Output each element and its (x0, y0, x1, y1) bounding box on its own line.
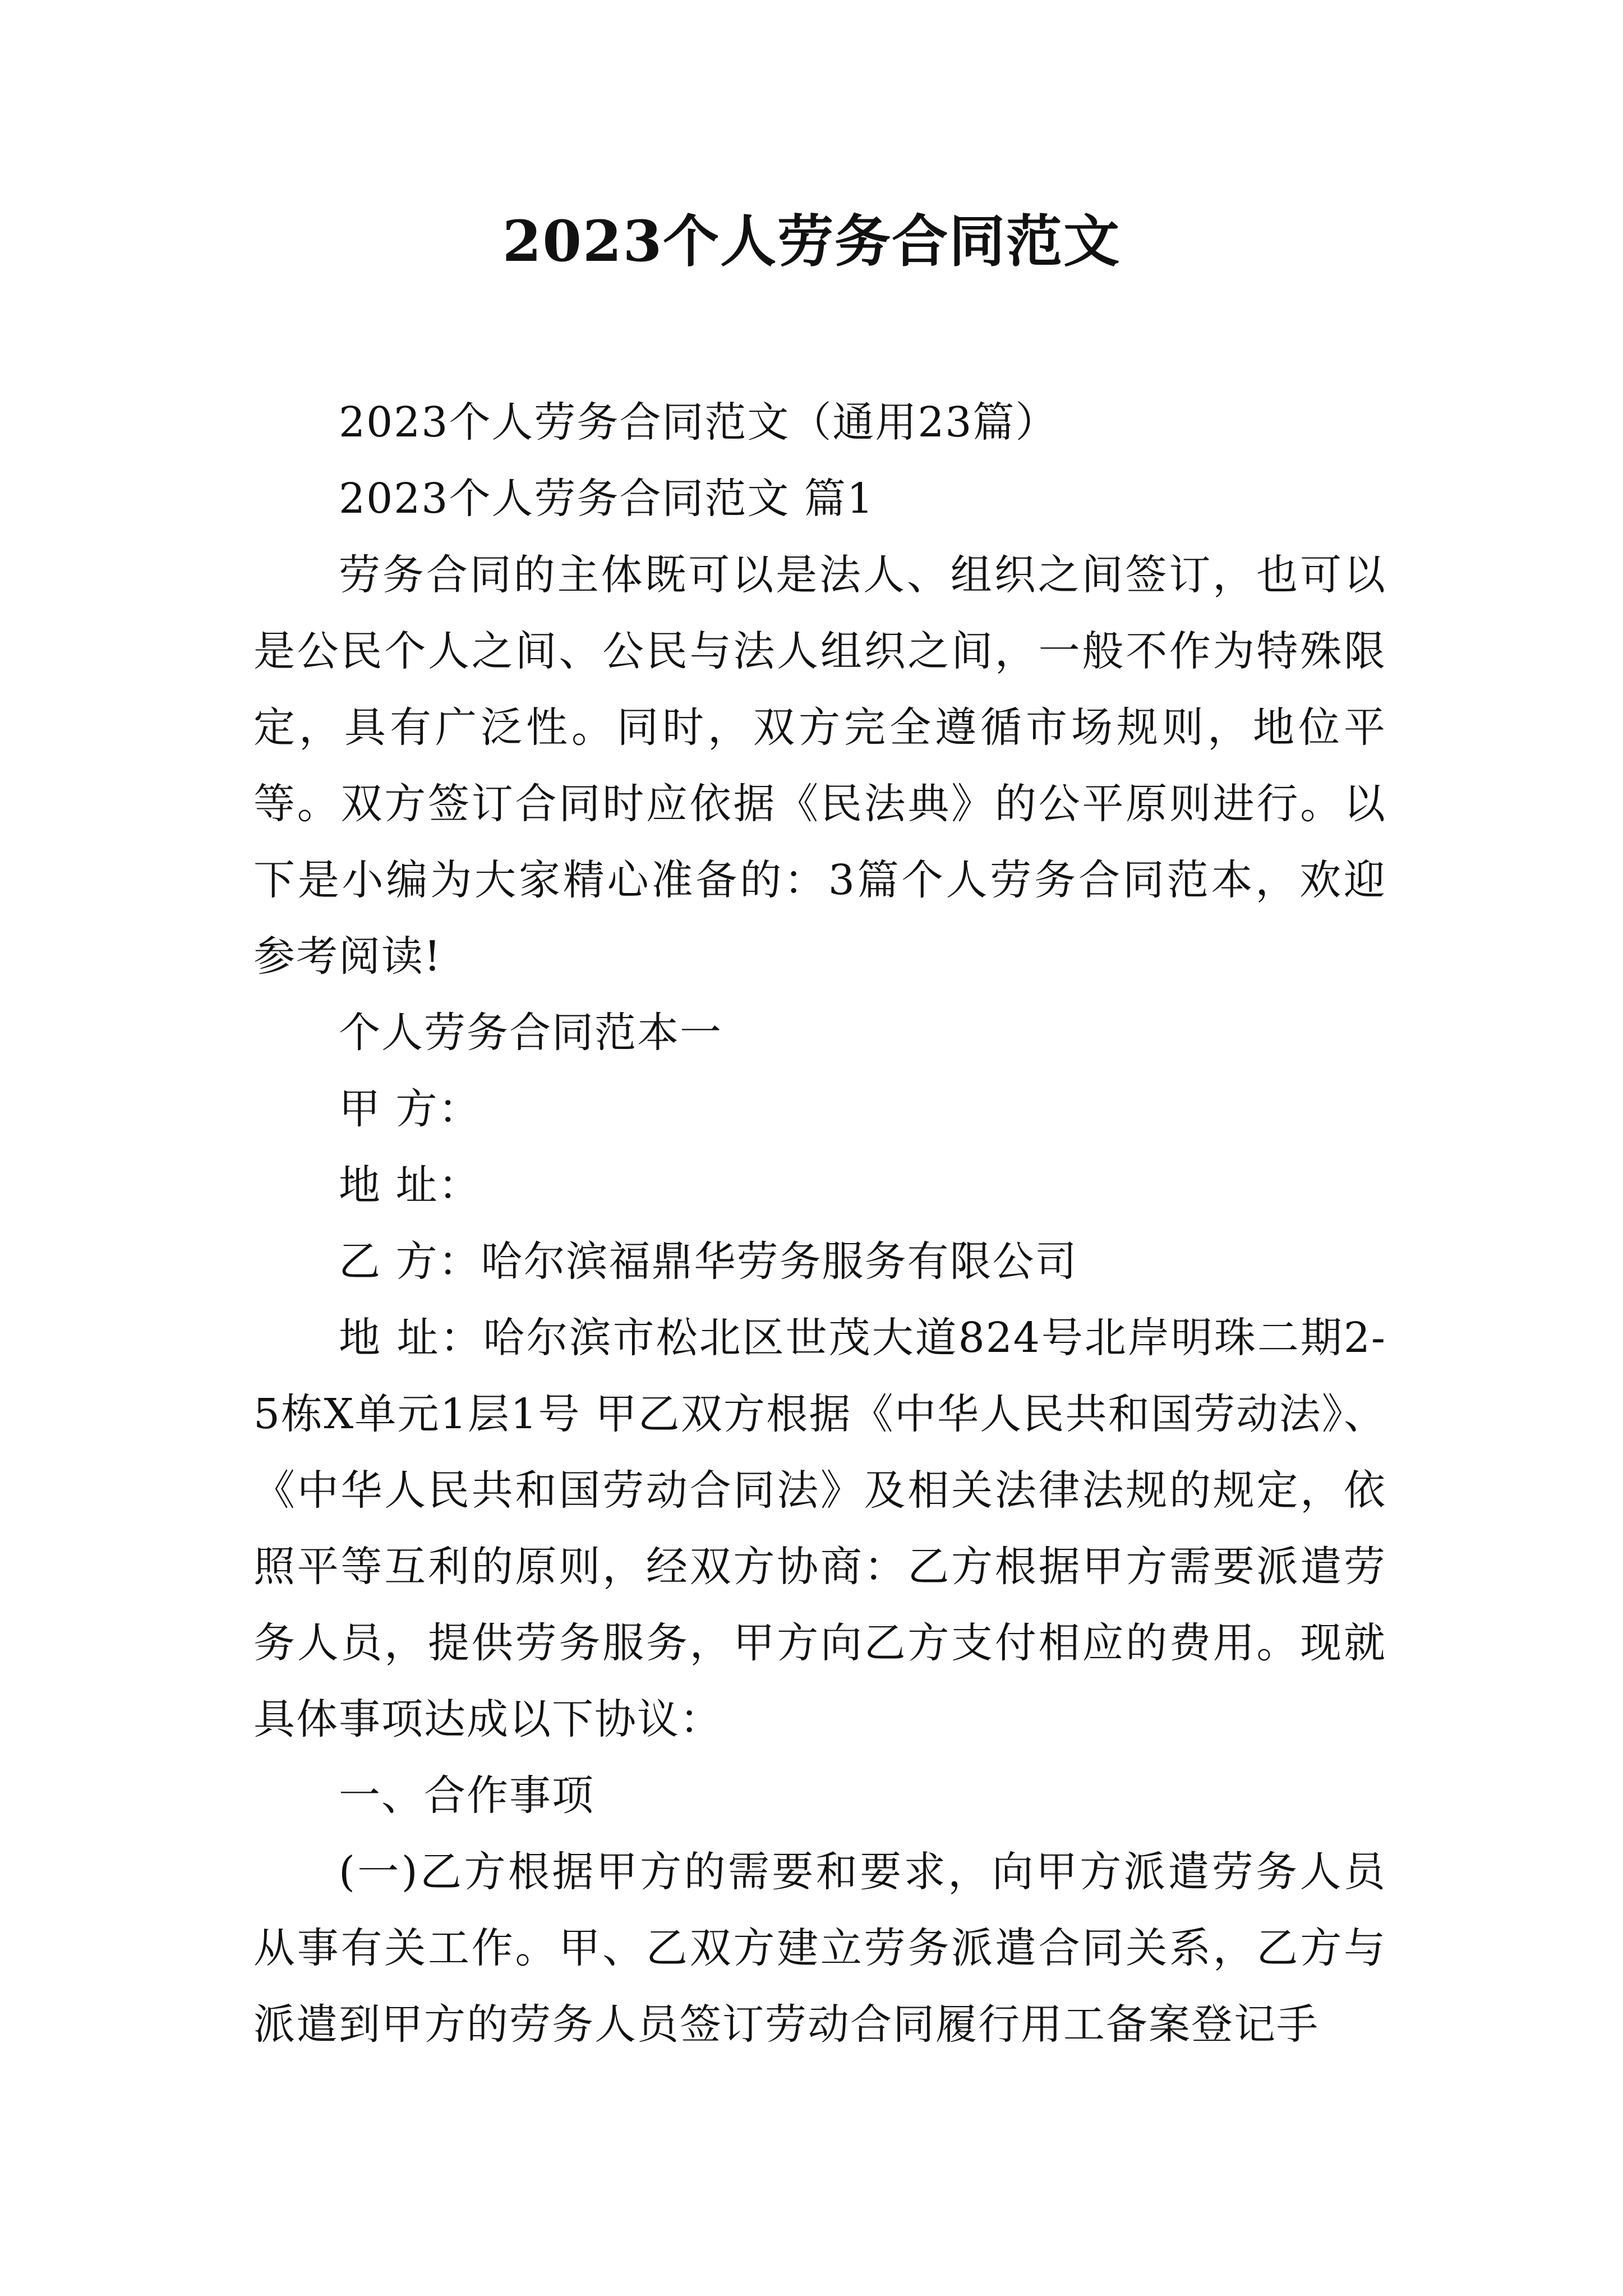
paragraph-party-b-address: 地 址：哈尔滨市松北区世茂大道824号北岸明珠二期2-5栋X单元1层1号 甲乙双方根据《中华人民共和国劳动法》、《中华人民共和国劳动合同法》及相关法律法规的规定，依照平等互利的原则，经双方协商：乙方根据甲方需要派遣劳务人员，提供劳务服务，甲方向乙方支付相应的费用。现就具体事项达成以下协议： (253, 1314, 1386, 1743)
document-body (253, 384, 1386, 2063)
paragraph-clause-heading: 一、合作事项 (339, 1772, 594, 1820)
paragraph-party-a: 甲 方： (339, 1085, 481, 1133)
paragraph-template-heading: 个人劳务合同范本一 (339, 1009, 722, 1057)
paragraph-intro: 劳务合同的主体既可以是法人、组织之间签订，也可以是公民个人之间、公民与法人组织之间，一般不作为特殊限定，具有广泛性。同时，双方完全遵循市场规则，地位平等。双方签订合同时应依据《民法典》的公平原则进行。以下是小编为大家精心准备的：3篇个人劳务合同范本，欢迎参考阅读! (253, 551, 1386, 981)
paragraph-subtitle: 2023个人劳务合同范文（通用23篇） (339, 398, 1058, 447)
document-title: 2023个人劳务合同范文 (502, 208, 1121, 274)
paragraph-party-a-address: 地 址： (339, 1161, 481, 1209)
paragraph-section-heading: 2023个人劳务合同范文 篇1 (339, 475, 874, 523)
paragraph-party-b: 乙 方：哈尔滨福鼎华劳务服务有限公司 (339, 1237, 1078, 1286)
paragraph-clause-1: (一)乙方根据甲方的需要和要求，向甲方派遣劳务人员从事有关工作。甲、乙双方建立劳务派遣合同关系，乙方与派遣到甲方的劳务人员签订劳动合同履行用工备案登记手 (253, 1848, 1386, 2049)
